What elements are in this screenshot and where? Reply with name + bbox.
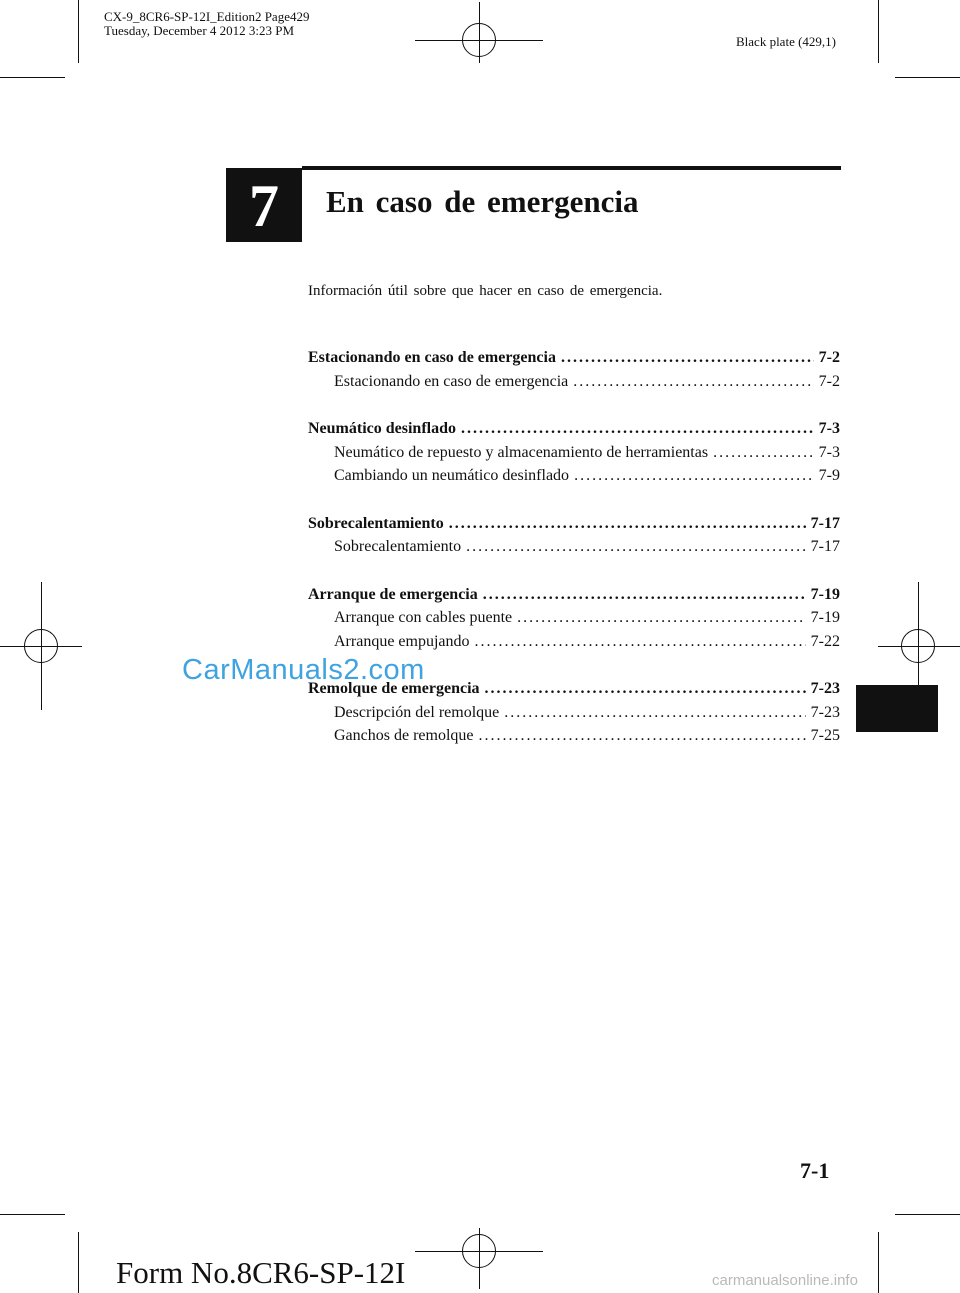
toc-leader-dots: [485, 677, 806, 701]
toc-entry-page: 7-2: [818, 372, 840, 390]
toc-entry-page: 7-17: [810, 514, 840, 532]
form-number: Form No.8CR6-SP-12I: [116, 1255, 406, 1290]
toc-entry-title: Cambiando un neumático desinflado: [334, 467, 570, 484]
toc-entry-title: Ganchos de remolque: [334, 727, 474, 744]
toc-entry-sub[interactable]: [308, 701, 840, 725]
toc-entry-page: 7-25: [810, 727, 840, 744]
toc-entry-page: 7-19: [810, 609, 840, 626]
toc-leader-dots: [449, 512, 806, 536]
toc-entry-page: 7-22: [810, 632, 840, 650]
toc-entry-title: Estacionando en caso de emergencia: [334, 372, 569, 390]
site-watermark: carmanualsonline.info: [712, 1272, 858, 1289]
toc-leader-dots: [713, 441, 814, 465]
toc-entry-page: 7-3: [818, 443, 840, 461]
toc-entry-sub[interactable]: [308, 630, 840, 654]
toc-entry-title: Arranque de emergencia: [308, 585, 478, 603]
plate-info: Black plate (429,1): [736, 34, 836, 49]
toc-leader-dots: [573, 370, 813, 394]
toc-entry-main[interactable]: [308, 346, 840, 370]
toc-entry-page: 7-23: [810, 703, 840, 721]
toc-entry-main[interactable]: [308, 512, 840, 536]
toc-leader-dots: [479, 724, 806, 748]
chapter-title: En caso de emergencia: [326, 184, 639, 219]
toc-leader-dots: [466, 535, 806, 559]
chapter-number: 7: [226, 168, 302, 242]
toc-entry-page: 7-3: [818, 420, 840, 437]
table-of-contents: [308, 346, 840, 772]
toc-section: [308, 512, 840, 559]
toc-entry-sub[interactable]: [308, 535, 840, 559]
file-info: CX-9_8CR6-SP-12I_Edition2 Page429: [104, 9, 310, 24]
toc-entry-title: Sobrecalentamiento: [308, 514, 444, 532]
toc-entry-sub[interactable]: [308, 464, 840, 488]
toc-entry-sub[interactable]: [308, 370, 840, 394]
toc-leader-dots: [461, 417, 814, 441]
toc-leader-dots: [517, 606, 806, 630]
toc-entry-page: 7-23: [810, 680, 840, 697]
toc-entry-title: Remolque de emergencia: [308, 680, 480, 697]
chapter-tab: [856, 685, 938, 732]
chapter-rule: [302, 166, 841, 170]
toc-leader-dots: [483, 583, 806, 607]
toc-section: [308, 346, 840, 393]
toc-leader-dots: [574, 464, 814, 488]
toc-entry-sub[interactable]: [308, 606, 840, 630]
toc-section: [308, 417, 840, 488]
toc-entry-sub[interactable]: [308, 724, 840, 748]
print-date: Tuesday, December 4 2012 3:23 PM: [104, 23, 295, 38]
toc-entry-page: 7-2: [818, 349, 840, 366]
toc-entry-page: 7-19: [810, 585, 840, 603]
toc-entry-main[interactable]: [308, 583, 840, 607]
chapter-intro: Información útil sobre que hacer en caso de emergencia.: [308, 283, 663, 299]
toc-entry-title: Neumático de repuesto y almacenamiento de herramientas: [334, 443, 709, 461]
toc-section: [308, 583, 840, 654]
toc-leader-dots: [504, 701, 805, 725]
toc-entry-page: 7-9: [818, 467, 840, 484]
toc-entry-title: Descripción del remolque: [334, 703, 500, 721]
page-number: 7-1: [800, 1158, 830, 1183]
toc-leader-dots: [475, 630, 806, 654]
toc-entry-title: Arranque con cables puente: [334, 609, 513, 626]
watermark-logo: CarManuals2.com: [182, 654, 425, 686]
toc-entry-title: Arranque empujando: [334, 632, 470, 650]
toc-entry-title: Neumático desinflado: [308, 420, 456, 437]
toc-entry-sub[interactable]: [308, 441, 840, 465]
toc-section: [308, 677, 840, 748]
toc-entry-title: Sobrecalentamiento: [334, 538, 462, 555]
toc-entry-title: Estacionando en caso de emergencia: [308, 349, 556, 366]
toc-leader-dots: [561, 346, 814, 370]
toc-entry-page: 7-17: [810, 538, 840, 555]
toc-entry-main[interactable]: [308, 417, 840, 441]
